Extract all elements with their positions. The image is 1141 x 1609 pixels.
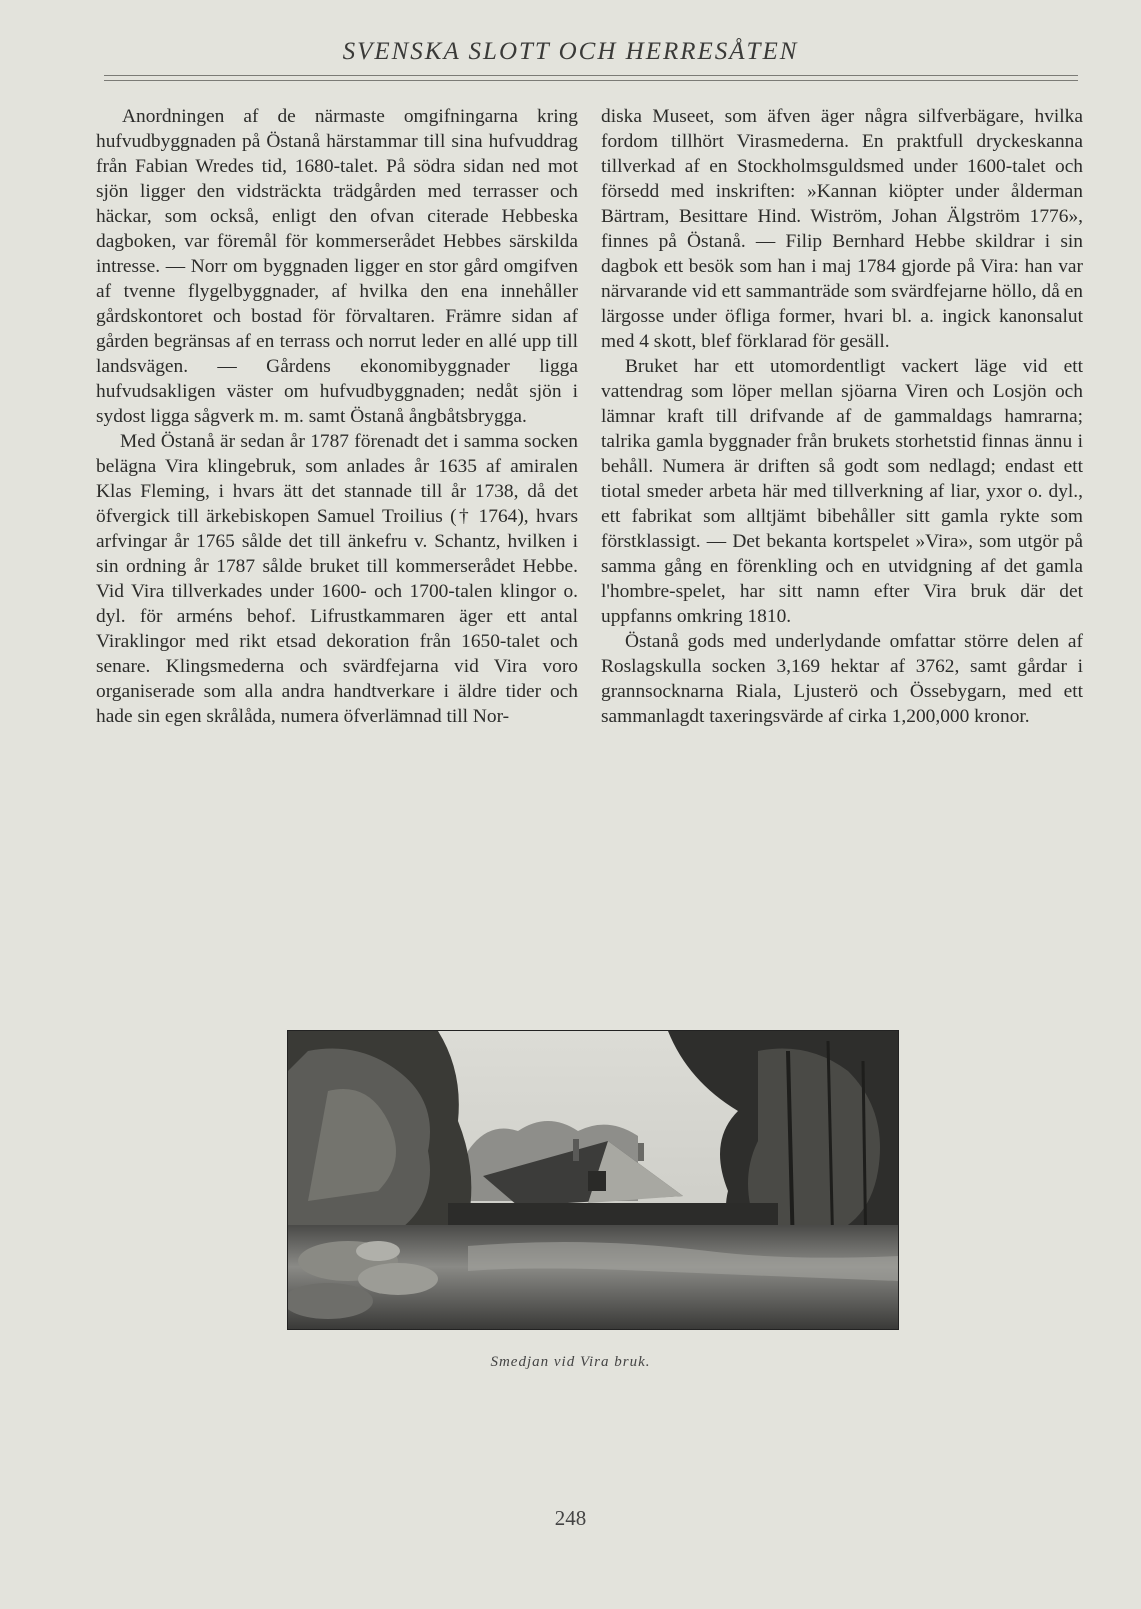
text-column-right	[601, 104, 1083, 729]
figure-caption: Smedjan vid Vira bruk.	[490, 1354, 651, 1370]
header-rule-bottom	[104, 80, 1078, 81]
paragraph: Med Östanå är sedan år 1787 förenadt det i samma socken belägna Vira klingebruk, som anlades år 1635 af amiralen Klas Fleming, i hvars ätt det stannade till år 1738, då det öfvergick till ärkebiskopen Samuel Troilius († 1764), hvars arfvingar år 1765 sålde det till änkefru v. Schantz, hvilken i sin ordning år 1787 sålde bruket till kommerserådet Hebbe. Vid Vira tillverkades under 1600- och 1700-talen klingor o. dyl. för arméns behof. Lifrustkammaren äger ett antal Viraklingor med rikt etsad dekoration från 1650-talet och senare. Klingsmederna och svärdfejarna vid Vira voro organiserade som alla andra handtverkare i äldre tider och hade sin egen skrålåda, numera öfverlämnad till Nor-	[96, 431, 578, 727]
text-column-left	[96, 104, 578, 729]
photo-illustration	[288, 1031, 898, 1329]
paragraph: Östanå gods med underlydande omfattar större delen af Roslagskulla socken 3,169 hektar af 3762, samt gårdar i grannsocknarna Riala, Ljusterö och Össebygarn, med ett sammanlagdt taxeringsvärde af cirka 1,200,000 kronor.	[601, 631, 1083, 727]
paragraph: diska Museet, som äfven äger några silfverbägare, hvilka fordom tillhört Virasmederna. En praktfull dryckeskanna tillverkad af en Stockholmsguldsmed under 1600-talet och försedd med inskriften: »Kannan kiöpter under ålderman Bärtram, Besittare Hind. Wiström, Johan Älgström 1776», finnes på Östanå. — Filip Bernhard Hebbe skildrar i sin dagbok ett besök som han i maj 1784 gjorde på Vira: han var närvarande vid ett sammanträde som svärdfejarne höllo, då en lärgosse under öfliga former, hvari bl. a. ingick kanonsalut med 4 skott, blef förklarad för gesäll.	[601, 106, 1083, 352]
paragraph: Bruket har ett utomordentligt vackert läge vid ett vattendrag som löper mellan sjöarna Viren och Losjön och lämnar kraft till drifvande af de gammaldags hamrarna; talrika gamla byggnader från brukets storhetstid finnas ännu i behåll. Numera är driften så godt som nedlagd; endast ett tiotal smeder arbeta här med tillverkning af liar, yxor o. dyl., ett fabrikat som alltjämt bibehåller sitt gamla rykte som förstklassigt. — Det bekanta kortspelet »Vira», som utgör på samma gång en förenkling och en utvidgning af det gamla l'hombre-spelet, har sitt namn efter Vira bruk där det uppfanns omkring 1810.	[601, 356, 1083, 627]
header-rule-top	[104, 75, 1078, 76]
paragraph: Anordningen af de närmaste omgifningarna kring hufvudbyggnaden på Östanå härstammar till sina hufvuddrag från Fabian Wredes tid, 1680-talet. På södra sidan ned mot sjön ligger den vidsträckta trädgården med terrasser och häckar, som också, enligt den ofvan citerade Hebbeska dagboken, var föremål för kommerserådet Hebbes särskilda intresse. — Norr om byggnaden ligger en stor gård omgifven af tvenne flygelbyggnader, af hvilka den ena innehåller gårdskontoret och bostad för förvaltaren. Främre sidan af gården begränsas af en terrass och norrut leder en allé upp till landsvägen. — Gårdens ekonomibyggnader ligga hufvudsakligen väster om hufvudbyggnaden; nedåt sjön i sydost ligga sågverk m. m. samt Östanå ångbåtsbrygga.	[96, 106, 578, 427]
running-header: SVENSKA SLOTT OCH HERRESÅTEN	[342, 38, 799, 65]
page-number: 248	[554, 1506, 587, 1530]
photograph-smedjan	[287, 1030, 899, 1330]
